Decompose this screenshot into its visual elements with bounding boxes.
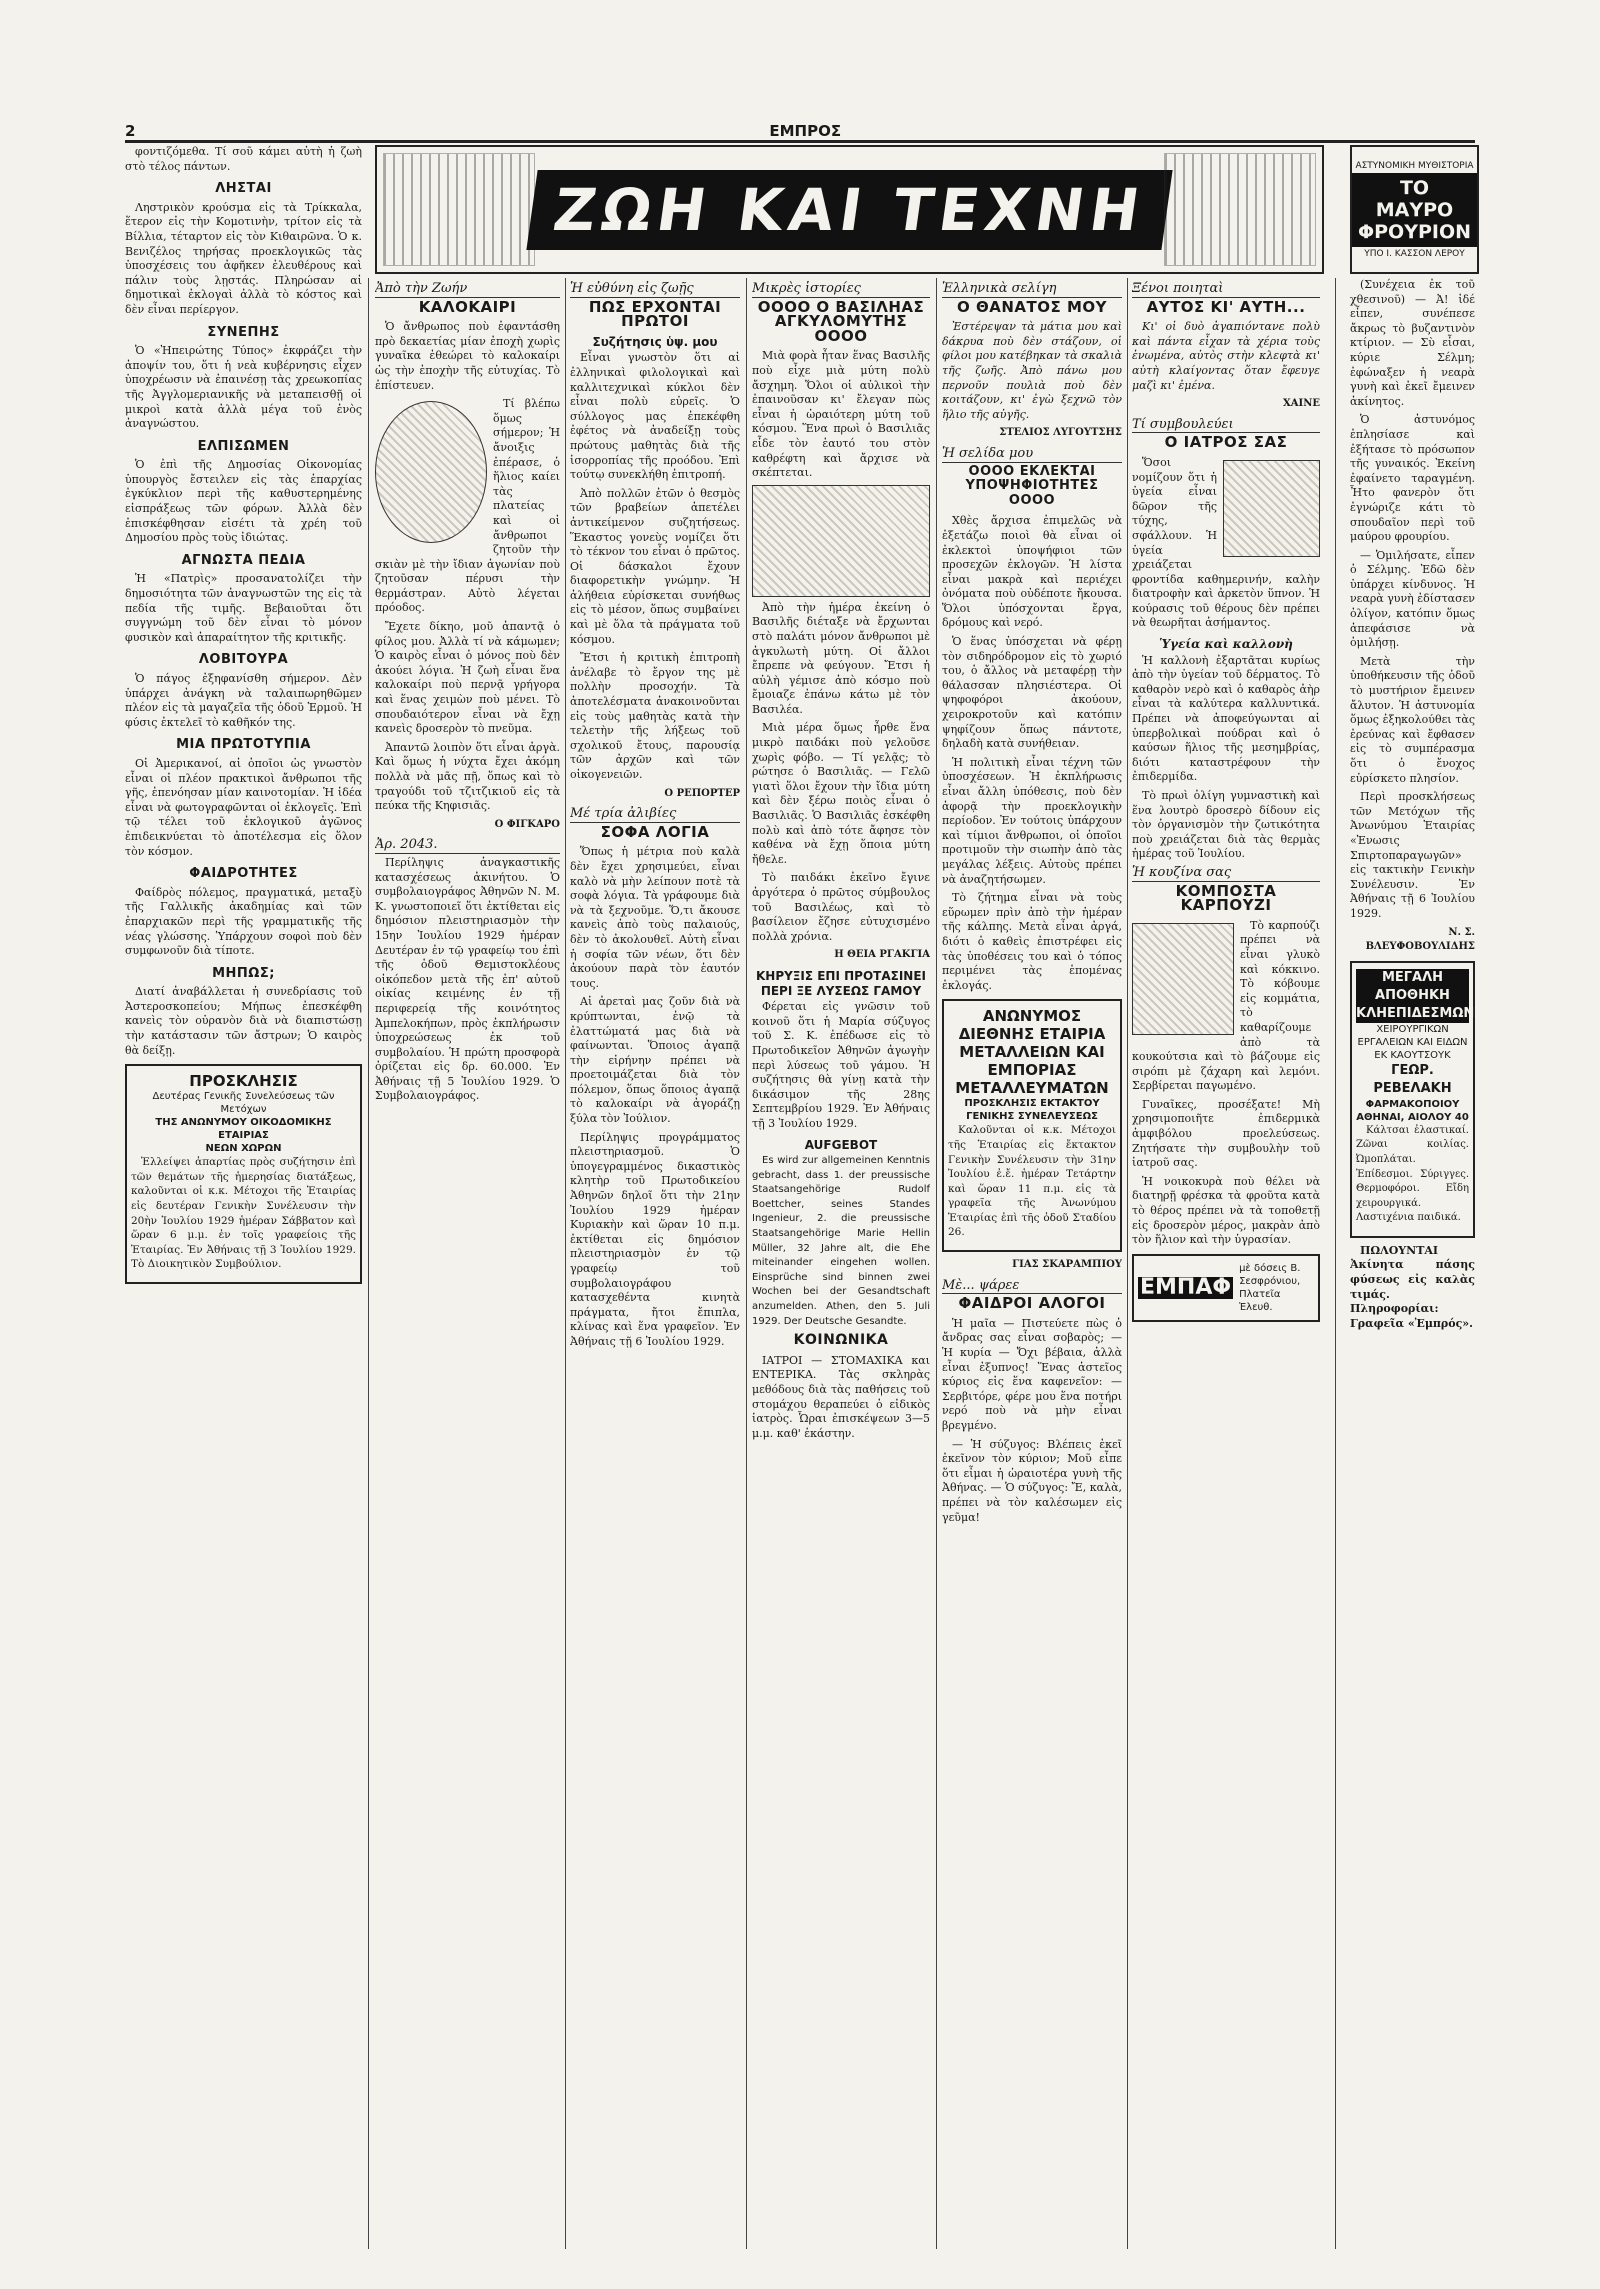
- article-headline: ΟΟΟΟ ΕΚΛΕΚΤΑΙ ΥΠΟΨΗΦΙΟΤΗΤΕΣ ΟΟΟΟ: [965, 463, 1099, 508]
- banner-right-illustration: [1164, 153, 1316, 266]
- article-headline: ΚΑΛΟΚΑΙΡΙ: [418, 297, 517, 316]
- legal-notice: Περίληψις προγράμματος πλειστηριασμοῦ. Ὁ ὑπογεγραμμένος δικαστικὸς κλητὴρ τοῦ Πρωτοδικείου Ἀθηνῶν δηλοῖ ὅτι τὴν 21ην Ἰουλίου 1929 ἡμέραν Κυριακὴν καὶ ὥραν 10 π.μ. ἐκτίθεται εἰς δημόσιον πλειστηριασμὸν ἐν τῷ γραφείῳ τοῦ συμβολαιογράφου κατασχεθέντα κινητὰ πράγματα, ἤτοι ἔπιπλα, κλίνας καὶ ἕνα γραφεῖον. Ἐν Ἀθήναις τῇ 6 Ἰουλίου 1929.: [570, 1130, 740, 1348]
- article-headline: Ο ΘΑΝΑΤΟΣ ΜΟΥ: [957, 297, 1107, 316]
- column-rule: [746, 278, 747, 2249]
- poem-signature: ΧΑΙΝΕ: [1283, 398, 1320, 410]
- article-text: Ἔχετε δίκηο, μοῦ ἀπαντᾷ ὁ φίλος μου. Ἀλλὰ τί νὰ κάμωμεν; Ὁ καιρὸς εἶναι ὁ μόνος ποὺ δὲν ἀκούει λόγια. Ἡ ζωὴ εἶναι ἕνα καλοκαίρι ποὺ περνᾷ γρήγορα καὶ ἕνας χειμὼν ποὺ μένει. Τὸ σπουδαιότερον εἶναι νὰ ἔχῃ κανεὶς δροσερὸν τὸ πνεῦμα.: [375, 620, 560, 736]
- column-intro: φοντιζόμεθα. Τί σοῦ κάμει αὐτὴ ἡ ζωὴ στὸ τέλος πάντων.: [125, 145, 362, 173]
- article-text: Τὸ παιδάκι ἐκεῖνο ἔγινε ἀργότερα ὁ πρῶτος σύμβουλος τοῦ Βασιλέως, καὶ τὸ βασίλειον ἔζησε εὐτυχισμένο πολλὰ χρόνια.: [752, 871, 930, 943]
- legal-notice: Περίληψις ἀναγκαστικῆς κατασχέσεως ἀκινήτου. Ὁ συμβολαιογράφος Ἀθηνῶν Ν. Μ. Κ. γνωστοποιεῖ ὅτι ἐκτίθεται εἰς δημόσιον πλειστηριασμὸν τὴν 15ην Ἰουλίου 1929 ἡμέραν Δευτέραν ἐν τῷ γραφείῳ του ἐπὶ τῆς ὁδοῦ Θεμιστοκλέους οἰκόπεδον μετὰ τῆς ἐπ' αὐτοῦ οἰκίας κειμένης ἐν τῇ περιφερείᾳ τῆς κοινότητος Ἀμπελοκήπων, πρὸς ἐκπλήρωσιν ὑποχρεώσεως ἐκ τοῦ συμβολαίου. Ἡ πρώτη προσφορὰ ὁρίζεται εἰς δρ. 60.000. Ἐν Ἀθήναις τῇ 5 Ἰουλίου 1929. Ὁ Συμβολαιογράφος.: [375, 855, 560, 1103]
- article-headline: ΣΟΦΑ ΛΟΓΙΑ: [600, 822, 710, 841]
- article-text: Τὸ πρωὶ ὀλίγη γυμναστικὴ καὶ ἕνα λουτρὸ δροσερὸ δίδουν εἰς τὸν ὀργανισμὸν τὴν ζωτικότητα ποὺ χρειάζεται διὰ τὰς θερμὰς ἡμέρας τοῦ Ἰουλίου.: [1132, 789, 1320, 861]
- rubric: Μέ τρία ἀλιβίες: [570, 807, 740, 823]
- serial-kind: ΑΣΤΥΝΟΜΙΚΗ ΜΥΘΙΣΤΟΡΙΑ: [1355, 160, 1474, 171]
- serial-text: Ὁ ἀστυνόμος ἐπλησίασε καὶ ἐξήτασε τὸ πρόσωπον τῆς γυναικός. Ἐκείνη ἐφαίνετο ταραγμένη. Ἦτο φανερὸν ὅτι ἐγνώριζε κάτι τὸ σπουδαῖον περὶ τοῦ μαύρου φρουρίου.: [1350, 413, 1475, 544]
- article-text: Ἡ καλλονὴ ἐξαρτᾶται κυρίως ἀπὸ τὴν ὑγείαν τοῦ δέρματος. Τὸ καθαρὸν νερὸ καὶ ὁ καθαρὸς ἀὴρ εἶναι τὰ καλύτερα καλλυντικά. Πρέπει νὰ ἀποφεύγωνται αἱ ὑπερβολικαὶ πούδραι καὶ ὁ καύσων ἥλιος τῆς μεσημβρίας, διότι καταστρέφουν τὴν ἐπιδερμίδα.: [1132, 653, 1320, 784]
- column-4: [752, 278, 930, 2249]
- section-title: ΜΙΑ ΠΡΩΤΟΤΥΠΙΑ: [176, 737, 311, 753]
- yawning-woman-illustration: [1132, 923, 1234, 1035]
- bottom-advert-text: μὲ δόσεις Β. Σεσφρόνιου, Πλατεῖα Ἑλευθ.: [1239, 1262, 1301, 1313]
- rubric: Τί συμβουλεύει: [1132, 418, 1320, 434]
- notice-number: Ἀρ. 2043.: [375, 838, 560, 854]
- company-ad-title: ΑΝΩΝΥΜΟΣ ΔΙΕΘΝΗΣ ΕΤΑΙΡΙΑ ΜΕΤΑΛΛΕΙΩΝ ΚΑΙ ΕΜΠΟΡΙΑΣ ΜΕΤΑΛΛΕΥΜΑΤΩΝ: [955, 1007, 1109, 1098]
- article-text: — Ἡ σύζυγος: Βλέπεις ἐκεῖ ἐκεῖνον τὸν κύριον; Μοῦ εἶπε ὅτι εἶμαι ἡ ὡραιοτέρα γυνὴ τῆς Ἀθήνας. — Ὁ σύζυγος: Ἔ, καλὰ, πρέπει νὰ τὸν καλέσωμεν εἰς γεῦμα!: [942, 1437, 1122, 1524]
- company-ad-text: Καλοῦνται οἱ κ.κ. Μέτοχοι τῆς Ἑταιρίας εἰς ἔκτακτον Γενικὴν Συνέλευσιν τὴν 31ην Ἰουλίου ἐ.ἔ. ἡμέραν Τετάρτην καὶ ὥραν 11 π.μ. εἰς τὰ γραφεῖα τῆς Ἀνωνύμου Ἑταιρίας ἐπὶ τῆς ὁδοῦ Σταδίου 26.: [948, 1124, 1116, 1239]
- serial-text: Μετὰ τὴν ὑποθήκευσιν τῆς ὁδοῦ τὸ μυστήριον ἔμεινεν ἄλυτον. Ἡ ἀστυνομία ὅμως ἐξηκολούθει τὰς ἐρεύνας καὶ ἔφθασεν εἰς τὸ συμπέρασμα ὅτι ὁ ἔνοχος εὑρίσκετο πλησίον.: [1350, 654, 1475, 785]
- rubric: Ἡ σελίδα μου: [942, 447, 1122, 463]
- serial-text: (Συνέχεια ἐκ τοῦ χθεσινοῦ) — Ἀ! ἰδέ εἶπεν, συνέπεσε ἄκρως τὸ βυζαντινὸν κτίριον. — Σὺ εἶσαι, κύριε Σέλμη; ἐφώναξεν ἡ νεαρὰ γυνὴ καὶ ἐκεῖ ἔμεινεν ἀκίνητος.: [1350, 278, 1475, 408]
- bottom-advert: [1132, 1254, 1320, 1322]
- company-ad-subtitle: ΠΡΟΣΚΛΗΣΙΣ ΕΚΤΑΚΤΟΥ ΓΕΝΙΚΗΣ ΣΥΝΕΛΕΥΣΕΩΣ: [964, 1098, 1100, 1123]
- article-text: Γυναῖκες, προσέξατε! Μὴ χρησιμοποιῆτε ἐπιδερμικὰ ἀμφιβόλου προελεύσεως. Ζητήσατε τὴν συμβουλὴν τοῦ ἰατροῦ σας.: [1132, 1097, 1320, 1170]
- article-text: Ἡ νοικοκυρὰ ποὺ θέλει νὰ διατηρῇ φρέσκα τὰ φροῦτα κατὰ τὸ θέρος πρέπει νὰ τὰ τοποθετῇ εἰς δροσερὸν μέρος, μακρὰν ἀπὸ τὸν ἥλιον καὶ τὴν ὑγρασίαν.: [1132, 1174, 1320, 1247]
- section-text: Φαίδρὸς πόλεμος, πραγματικά, μεταξὺ τῆς Γαλλικῆς ἀκαδημίας καὶ τῶν ἐπαρχιακῶν περὶ τῆς γραμματικῆς τῆς νέας γλώσσης. Ὑπάρχουν σοφοὶ ποὺ δὲν συμφωνοῦν διὰ τίποτε.: [125, 885, 362, 958]
- section-title: ΛΟΒΙΤΟΥΡΑ: [198, 652, 289, 668]
- page-number: 2: [125, 122, 136, 140]
- column-7: [1350, 278, 1475, 2249]
- column-3: [570, 278, 740, 2249]
- article-text: Ἡ πολιτικὴ εἶναι τέχνη τῶν ὑποσχέσεων. Ἡ ἐκπλήρωσις εἶναι ἄλλη ὑπόθεσις, ποὺ δὲν ἀφορᾷ τὴν προεκλογικὴν περίοδον. Ἐν τούτοις ὑπάρχουν καὶ τίμιοι ἄνθρωποι, οἱ ὁποῖοι προτιμοῦν τὴν σιωπὴν ἀπὸ τὰς μεγάλας λέξεις. Αὐτοὺς πρέπει νὰ ἀναζητήσωμεν.: [942, 755, 1122, 886]
- page-header: [125, 118, 1475, 143]
- german-notice-title: AUFGEBOT: [804, 1137, 878, 1152]
- article-headline: Ο ΙΑΤΡΟΣ ΣΑΣ: [1164, 433, 1288, 452]
- column-rule: [936, 278, 937, 2249]
- article-headline: ΠΩΣ ΕΡΧΟΝΤΑΙ ΠΡΩΤΟΙ: [588, 297, 722, 331]
- section-text: Ὁ πάγος ἐξηφανίσθη σήμερον. Δὲν ὑπάρχει ἀνάγκη νὰ ταλαιπωρηθῶμεν πλέον εἰς τὰ μαγαζεῖα τῆς ὁδοῦ Ἑρμοῦ. Ἡ φύσις ἐκτελεῖ τὸ καθῆκόν της.: [125, 672, 362, 729]
- article-text: Τὸ ζήτημα εἶναι νὰ τοὺς εὕρωμεν πρὶν ἀπὸ τὴν ἡμέραν τῆς κάλπης. Μετὰ εἶναι ἀργά, διότι ὁ καθεὶς ἐπιστρέφει εἰς τὰς ὑποθέσεις του καὶ ὁ τόπος περιμένει τὰς ἑπομένας ἐκλογάς.: [942, 891, 1122, 992]
- german-notice-text: Es wird zur allgemeinen Kenntnis gebracht, dass 1. der preussische Staatsangehörige Rudolf Boettcher, seines Standes Ingenieur, 2. die preussische Staatsangehörige Marie Hellin Müller, 32 Jahre alt, die Ehe miteinander eingehen wollen. Einsprüche sind binnen zwei Wochen bei der Gesandtschaft anzumelden. Athen, den 5. Juli 1929. Der Deutsche Gesandte.: [752, 1155, 930, 1327]
- rubric: Μὲ... ψάρεε: [942, 1279, 1122, 1295]
- legal-notice: Φέρεται εἰς γνῶσιν τοῦ κοινοῦ ὅτι ἡ Μαρία σύζυγος τοῦ Σ. Κ. ἐπέδωσε εἰς τὸ Πρωτοδικεῖον Ἀθηνῶν ἀγωγὴν περὶ λύσεως τοῦ γάμου. Ἡ συζήτησις θὰ γίνῃ κατὰ τὴν δικάσιμον τῆς 28ης Σεπτεμβρίου 1929. Ἐν Ἀθήναις τῇ 3 Ἰουλίου 1929.: [752, 1000, 930, 1130]
- article-text: Αἱ ἀρεταὶ μας ζοῦν διὰ νὰ κρύπτωνται, ἐνῷ τὰ ἐλαττώματά μας διὰ νὰ φαίνωνται. Ὅποιος ἀγαπᾷ τὴν εἰρήνην πρέπει νὰ προετοιμάζεται διὰ τὸν πόλεμον, ὅπως ὅποιος ἀγαπᾷ τὸ καλοκαίρι νὰ ἀγοράζῃ ξύλα τὸν Ἰούλιον.: [570, 995, 740, 1126]
- section-text: Ἡ «Πατρὶς» προσανατολίζει τὴν δημοσιότητα τῶν ἀναγνωστῶν της εἰς τὰ πεδία τῆς τιμῆς. Βεβαιοῦται ὅτι συγγνώμη τοῦ δὲν εἶναι τὸ μόνον φυσικὸν καὶ ἀπαραίτητον τῆς κριτικῆς.: [125, 572, 362, 644]
- rubric: Ἡ εὐθύνη εἰς ζωῇς: [570, 282, 740, 298]
- classified-ad: ΠΩΛΟΥΝΤΑΙ Ἀκίνητα πάσης φύσεως εἰς καλὰς τιμάς. Πληροφορίαι: Γραφεῖα «Ἐμπρός».: [1350, 1243, 1475, 1330]
- article-text: Ὅπως ἡ μέτρια ποὺ καλὰ δὲν ἔχει χρησιμεύει, εἶναι καλὸ νὰ μὴν λείπουν ποτὲ τὰ σοφὰ λόγια. Τὰ γράφουμε διὰ νὰ τὰ ξεχνοῦμε. Ὅ,τι ἄκουσε κανεὶς ἀπὸ τοὺς παλαιούς, δὲν τὸ ἀκολουθεῖ. Αὐτὴ εἶναι ἡ σοφία τῶν νέων, ὅτι δὲν ἀκούουν παρὰ τὸν ἑαυτόν τους.: [570, 845, 740, 990]
- article-text: Ἀπαντῶ λοιπὸν ὅτι εἶναι ἀργὰ. Καὶ ὅμως ἡ νύχτα ἔχει ἀκόμη πολλὰ νὰ μᾶς πῇ, ὅπως καὶ τὸ τραγούδι τοῦ τζιτζικιοῦ εἰς τὰ πεύκα τῆς Κηφισιᾶς.: [375, 740, 560, 813]
- article-signature: Η ΘΕΙΑ ΡΓΑΚΓΙΑ: [834, 949, 930, 961]
- pharmacy-ad-address: ΦΑΡΜΑΚΟΠΟΙΟΥ ΑΘΗΝΑΙ, ΑΙΟΛΟΥ 40: [1356, 1098, 1469, 1123]
- section-title: ΦΑΙΔΡΟΤΗΤΕΣ: [189, 866, 298, 882]
- doctor-illustration: [1223, 460, 1320, 557]
- poem-signature: ΣΤΕΛΙΟΣ ΛΥΓΟΥΤΣΗΣ: [999, 427, 1122, 439]
- poem-text: Ἐστέρεψαν τὰ μάτια μου καὶ δάκρυα ποὺ δὲν στάζουν, οἱ φίλοι μου κατέβηκαν τὰ σκαλιὰ τῆς ζωῆς. Ἀπὸ πάνω μου περνοῦν πουλιὰ ποὺ δὲν κοιτάζουν, κι' ἐγὼ ξεχνῶ τὸν ἥλιο τῆς αὐγῆς.: [942, 320, 1122, 421]
- section-text: Ὁ ἐπὶ τῆς Δημοσίας Οἰκονομίας ὑπουργὸς ἔστειλεν εἰς τὰς ἐπαρχίας ἐγκύκλιον περὶ τῆς καθυστερημένης εἰσπράξεως τῶν φόρων. Ἀλλὰ δὲν ἐπισκέφθησαν εἰσέτι τὰ χρέη τοῦ Δημοσίου πρὸς τοὺς ἰδιώτας.: [125, 458, 362, 545]
- pharmacy-ad-name: ΓΕΩΡ. ΡΕΒΕΛΑΚΗ: [1373, 1062, 1452, 1096]
- rubric: Ξένοι ποιηταὶ: [1132, 282, 1320, 298]
- section-text: Οἱ Ἀμερικανοί, αἱ ὁποῖοι ὡς γνωστὸν εἶναι οἱ πλέον πρακτικοὶ ἄνθρωποι τῆς γῆς, ἐπενόησαν μίαν καινοτομίαν. Ἡ ἰδέα εἶναι νὰ φωτογραφῶνται οἱ ἐκλογεῖς. Ἐπὶ τῷ τέλει τοῦ ἐκλογικοῦ ἀγῶνος ἐπιδεικνύεται τὸ ἀποτέλεσμα εἰς ὅλον τὸν κόσμον.: [125, 756, 362, 858]
- notice-title: ΠΡΟΣΚΛΗΣΙΣ: [189, 1072, 298, 1091]
- rubric: Ἀπὸ τὴν Ζωήν: [375, 282, 560, 298]
- story-illustration: [752, 485, 930, 597]
- notice-subtitle: ΤΗΣ ΑΝΩΝΥΜΟΥ ΟΙΚΟΔΟΜΙΚΗΣ ΕΤΑΙΡΙΑΣ: [155, 1117, 332, 1142]
- article-text: Τί βλέπω ὅμως σήμερον; Ἡ ἄνοιξις ἐπέρασε, ὁ ἥλιος καίει τὰς πλατείας καὶ οἱ ἄνθρωποι ζητοῦν τὴν σκιὰν μὲ τὴν ἴδιαν ἀγωνίαν ποὺ ζητοῦσαν πέρυσι τὴν θερμάστραν. Αὐτὸ λέγεται πρόοδος.: [375, 397, 560, 615]
- article-text: Χθὲς ἄρχισα ἐπιμελῶς νὰ ἐξετάζω ποιοὶ θὰ εἶναι οἱ ἐκλεκτοὶ ὑποψήφιοι τῶν προσεχῶν ἐκλογῶν. Ἡ λίστα εἶναι μακρὰ καὶ περιέχει ὀνόματα ποὺ οὐδέποτε ἤκουσα. Ὅλοι ὑπόσχονται ἔργα, δρόμους καὶ νερό.: [942, 514, 1122, 630]
- column-rule: [368, 278, 369, 2249]
- article-text: Εἶναι γνωστὸν ὅτι αἱ ἐλληνικαὶ φιλολογικαὶ καὶ καλλιτεχνικαὶ κύκλοι δὲν εἶναι πολὺ εὐρεῖς. Ὁ σύλλογος μας ἐπεκέφθη ἐφέτος νὰ ἀναδείξῃ τοὺς πρώτους μαθητὰς διὰ τῆς ἰσορροπίας τῆς προόδου. Ἐπὶ τούτῳ συνεκλήθη ἐπιτροπή.: [570, 351, 740, 482]
- company-ad: [942, 999, 1122, 1252]
- article-signature: ΓΙΑΣ ΣΚΑΡΑΜΠΙΟΥ: [1012, 1259, 1122, 1271]
- notice-text: Ἐλλείψει ἀπαρτίας πρὸς συζήτησιν ἐπὶ τῶν θεμάτων τῆς ἡμερησίας διατάξεως, καλοῦνται οἱ κ.κ. Μέτοχοι τῆς Ἑταιρίας εἰς δευτέραν Γενικὴν Συνέλευσιν τὴν 20ὴν Ἰουλίου 1929 ἡμέραν Σάββατον καὶ ὥραν 6 μ.μ. ἐν τοῖς γραφείοις τῆς Ἑταιρίας. Ἐν Ἀθήναις τῇ 3 Ἰουλίου 1929. Τὸ Διοικητικὸν Συμβούλιον.: [131, 1156, 356, 1271]
- serial-text: — Ὁμιλήσατε, εἶπεν ὁ Σέλμης. Ἐδῶ δὲν ὑπάρχει κίνδυνος. Ἡ νεαρὰ γυνὴ ἐδίστασεν ὀλίγον, κατόπιν ὅμως ἀπεφάσισε νὰ ὁμιλήσῃ.: [1350, 548, 1475, 650]
- legal-notice-title: ΚΗΡΥΞΙΣ ΕΠΙ ΠΡΟΤΑΣΙΝΕΙ ΠΕΡΙ ΞΕ ΛΥΣΕΩΣ ΓΑΜΟΥ: [755, 968, 926, 998]
- notice-box: [125, 1064, 362, 1284]
- pharmacy-ad-text: Κάλτσαι ἐλαστικαί. Ζῶναι κοιλίας. Ὠμοπλάται. Ἐπίδεσμοι. Σύριγγες. Θερμοφόροι. Εἴδη χειρουργικά. Λαστιχένια παιδικά.: [1356, 1124, 1469, 1224]
- article-text: Μιὰ μέρα ὅμως ἦρθε ἕνα μικρὸ παιδάκι ποὺ γελοῦσε χωρὶς φόβο. — Τί γελᾷς; τὸ ρώτησε ὁ Βασιλιᾶς. — Γελῶ γιατὶ ὅλοι ἔχουν τὴν ἴδια μύτη καὶ δὲν ξέρω ποιὸς εἶναι ὁ Βασιλιᾶς. Ὁ Βασιλιᾶς ἐσκέφθη πολὺ καὶ ἀπὸ τότε ἄφησε τὸν καθένα νὰ ἔχῃ ὅποια μύτη ἤθελε.: [752, 721, 930, 866]
- rubric: Ἑλληνικὰ σελίγη: [942, 282, 1122, 298]
- bottom-advert-title: ΕΜΠΑΦ: [1140, 1274, 1232, 1300]
- column-2: [375, 278, 560, 2249]
- column-5: [942, 278, 1122, 2249]
- rubric: Μικρὲς ἱστορίες: [752, 282, 930, 298]
- article-text: Ὅσοι νομίζουν ὅτι ἡ ὑγεία εἶναι δῶρον τῆς τύχης, σφάλλουν. Ἡ ὑγεία χρειάζεται φροντίδα καθημερινήν, καλὴν διατροφὴν καὶ ἀρκετὸν ὕπνον. Ἡ κούρασις τοῦ θέρους δὲν πρέπει νὰ θεωρῆται ἀσήμαντος.: [1132, 455, 1320, 630]
- section-title: ΑΓΝΩΣΤΑ ΠΕΔΙΑ: [181, 552, 306, 568]
- section-title: ΛΗΣΤΑΙ: [215, 181, 272, 197]
- poem-text: Κι' οἱ δυὸ ἀγαπιόντανε πολὺ καὶ πάντα εἶχαν τὰ χέρια τοὺς ἑνωμένα, αὐτὸς στὴν κλεφτὰ κι' αὐτὴ κλαίγοντας ὅταν ἔφευγε μαζὶ κι' ἐμένα.: [1132, 320, 1320, 392]
- column-rule: [565, 278, 566, 2249]
- serial-title: ΤΟ ΜΑΥΡΟ ΦΡΟΥΡΙΟΝ: [1352, 173, 1477, 247]
- article-text: Ἔτσι ἡ κριτικὴ ἐπιτροπὴ ἀνέλαβε τὸ ἔργον της μὲ πολλὴν προσοχήν. Τὰ ἀποτελέσματα ἀνακοινοῦνται εἰς τοὺς μαθητὰς κατὰ τὴν τελετὴν τῆς λήξεως τοῦ σχολικοῦ ἔτους, παρουσίᾳ τῶν ἀρχῶν καὶ τῶν οἰκογενειῶν.: [570, 651, 740, 781]
- article-subhead: Συζήτησις ὑψ. μου: [592, 334, 718, 349]
- pharmacy-ad-subtitle: ΧΕΙΡΟΥΡΓΙΚΩΝ ΕΡΓΑΛΕΙΩΝ ΚΑΙ ΕΙΔΩΝ ΕΚ ΚΑΟΥΤΣΟΥΚ: [1357, 1023, 1468, 1061]
- german-notice: [752, 1154, 930, 1329]
- section-text: Διατί ἀναβάλλεται ἡ συνεδρίασις τοῦ Ἀστεροσκοπείου; Μήπως ἐπεσκέφθη κανεὶς τὸν οὐρανὸν διὰ νὰ διαπιστώσῃ τὴν κατάστασιν τῶν ἄστρων; Ὁ καιρὸς θὰ δείξῃ.: [125, 985, 362, 1057]
- article-text: Τὸ καρπούζι πρέπει νὰ εἶναι γλυκὸ καὶ κόκκινο. Τὸ κόβουμε εἰς κομμάτια, τὸ καθαρίζουμε ἀπὸ τὰ κουκούτσια καὶ τὸ βάζουμε εἰς σιρόπι μὲ ζάχαρη καὶ λεμόνι. Σερβίρεται παγωμένο.: [1132, 918, 1320, 1093]
- banner-title: ΖΩΗ ΚΑΙ ΤΕΧΝΗ: [527, 170, 1173, 250]
- section-text: Ληστρικὸν κρούσμα εἰς τὰ Τρίκκαλα, ἕτερον εἰς τὴν Κομοτινὴν, τρίτον εἰς τὰ Βίλλια, τέταρτον εἰς τὸν Κιθαιρῶνα. Ὁ κ. Βενιζέλος τηρήσας προεκλογικῶς τὰς ὑποσχέσεις του ἀφῆκεν ἐλευθέρους καὶ πάλιν τοὺς λῃστάς. Πληρώσαν αἱ δημοτικαὶ ἐκλογαὶ ἀλλὰ τὸ κόστος καὶ δὲν εἶναι περίεργον.: [125, 200, 362, 316]
- masthead: ΕΜΠΡΟΣ: [769, 122, 842, 140]
- social-text: ΙΑΤΡΟΙ — ΣΤΟΜΑΧΙΚΑ και ΕΝΤΕΡΙΚΑ. Τὰς σκληρὰς μεθόδους διὰ τὰς παθήσεις τοῦ στομάχου θεραπεύει ὁ εἰδικὸς ἰατρὸς. Ὧραι ἐπισκέψεων 3—5 μ.μ. καθ' ἑκάστην.: [752, 1353, 930, 1440]
- column-rule: [1127, 278, 1128, 2249]
- article-signature: Ο ΡΕΠΟΡΤΕΡ: [664, 787, 740, 799]
- article-headline: ΦΑΙΔΡΟΙ ΑΛΟΓΟΙ: [958, 1294, 1106, 1313]
- notice-signature: Ν. Σ. ΒΛΕΥΦΟΒΟΥΛΙΔΗΣ: [1365, 926, 1475, 953]
- article-text: Μιὰ φορὰ ἦταν ἕνας Βασιλῆς ποὺ εἶχε μιὰ μύτη πολὺ ἄσχημη. Ὅλοι οἱ αὐλικοὶ τὴν ἐπαινοῦσαν κι' ἔλεγαν πὼς εἶναι ἡ ὡραιότερη μύτη τοῦ κόσμου. Ἕνα πρωὶ ὁ Βασιλιᾶς εἶδε τὸν ἑαυτό του στὸν καθρέφτη καὶ ἄρχισε νὰ σκέπτεται.: [752, 349, 930, 480]
- pharmacy-ad: [1350, 961, 1475, 1238]
- article-subhead: Ὑγεία καὶ καλλονὴ: [1159, 637, 1293, 652]
- article-text: Ἀπὸ πολλῶν ἐτῶν ὁ θεσμὸς τῶν βραβείων ἀπετέλει ἀντικείμενον συζητήσεως. Ἕκαστος γονεὺς νομίζει ὅτι τὸ τέκνον του εἶναι ὁ πρῶτος. Οἱ δάσκαλοι ἔχουν διαφορετικὴν γνώμην. Ἡ ἀλήθεια εὑρίσκεται συνήθως εἰς τὸ μέσον, ὅπως συμβαίνει καὶ μὲ ὅλα τὰ πράγματα τοῦ κόσμου.: [570, 486, 740, 646]
- notice-subtitle: ΝΕΩΝ ΧΩΡΩΝ: [205, 1143, 282, 1155]
- column-6: [1132, 278, 1320, 2249]
- column-rule: [1335, 278, 1336, 2249]
- article-text: Ἡ μαῖα — Πιστεύετε πὼς ὁ ἄνδρας σας εἶναι σοβαρὸς; — Ἡ κυρία — Ὄχι βέβαια, ἀλλὰ εἶναι ἐξυπνος! Ἕνας ἀστεῖος κύριος εἰς ἕνα καφενεῖον: — Σερβιτόρε, φέρε μου ἕνα ποτήρι νερό ποὺ νὰ μὴν εἶναι βρεγμένο.: [942, 1316, 1122, 1432]
- notice-subtitle: Δευτέρας Γενικῆς Συνελεύσεως τῶν Μετόχων: [152, 1091, 335, 1116]
- article-headline: ΑΥΤΟΣ ΚΙ' ΑΥΤΗ...: [1146, 297, 1306, 316]
- serial-novel-header: [1350, 145, 1479, 274]
- section-text: Ὁ «Ἠπειρώτης Τύπος» ἐκφράζει τὴν ἀποψίν του, ὅτι ἡ νεὰ κυβέρνησις εἶχεν ὑποχρέωσιν νὰ ἐπαινέσῃ τὰς χρεωκοπίας τῆς Ἀγγλομεριανικῆς νὰ μεταπεισθῇ οἱ μικροὶ κατὰ ἀλλὰ μέγα τοῦ ἐνὸς ἀναγνώστου.: [125, 344, 362, 431]
- social-section-title: ΚΟΙΝΩΝΙΚΑ: [793, 1332, 889, 1349]
- section-title: ΣΥΝΕΠΗΣ: [207, 324, 280, 340]
- article-text: Ἀπὸ τὴν ἡμέρα ἐκείνη ὁ Βασιλῆς διέταξε νὰ ἔρχωνται στὸ παλάτι μόνον ἄνθρωποι μὲ ἀγκυλωτὴ μύτη. Οἱ ἄλλοι ἔπρεπε νὰ φεύγουν. Ἔτσι ἡ αὐλὴ γέμισε ἀπὸ κόσμο ποὺ ἔμοιαζε ἐπάνω κάτω μὲ τὸν Βασιλέα.: [752, 600, 930, 716]
- caricature-illustration: [375, 401, 487, 543]
- article-headline: ΟΟΟΟ Ο ΒΑΣΙΛΗΑΣ ΑΓΚΥΛΟΜΥΤΗΣ ΟΟΟΟ: [757, 297, 925, 345]
- section-banner: [375, 145, 1324, 274]
- banner-left-illustration: [383, 153, 535, 266]
- section-title: ΜΗΠΩΣ;: [212, 965, 275, 981]
- article-signature: Ο ΦΙΓΚΑΡΟ: [494, 818, 560, 830]
- pharmacy-ad-title: ΜΕΓΑΛΗ ΑΠΟΘΗΚΗ ΚΛΗΕΠΙΔΕΣΜΩΝ: [1356, 969, 1475, 1021]
- section-title: ΕΛΠΙΣΩΜΕΝ: [197, 438, 290, 454]
- rubric: Ἡ κουζίνα σας: [1132, 866, 1320, 882]
- article-headline: ΚΟΜΠΟΣΤΑ ΚΑΡΠΟΥΖΙ: [1175, 881, 1277, 915]
- notice-text: Περὶ προσκλήσεως τῶν Μετόχων τῆς Ἀνωνύμου Ἑταιρίας «Ἑνωσις Σπιρτοπαραγωγῶν» εἰς τακτικὴν Γενικὴν Συνέλευσιν. Ἐν Ἀθήναις τῇ 6 Ἰουλίου 1929.: [1350, 790, 1475, 920]
- article-text: Ὁ ἕνας ὑπόσχεται νὰ φέρῃ τὸν σιδηρόδρομον εἰς τὸ χωριό του, ὁ ἄλλος νὰ μεταφέρῃ τὴν θάλασσαν πλησιέστερα. Οἱ ψηφοφόροι ἀκούουν, χειροκροτοῦν καὶ κατόπιν ψηφίζουν ὅπως πάντοτε, δηλαδὴ κατὰ συνήθειαν.: [942, 635, 1122, 751]
- serial-author: ΥΠΟ Ι. ΚΑΣΣΟΝ ΛΕΡΟΥ: [1364, 248, 1465, 259]
- column-1: [125, 145, 362, 2249]
- article-lede: Ὁ ἄνθρωπος ποὺ ἐφαντάσθη πρὸ δεκαετίας μίαν ἐποχὴ χωρὶς γυναῖκα ἐθεώρει τὸ καλοκαίρι ὡς τὴν ἐποχὴν τῆς εὐτυχίας. Τὸ ἐπίστευεν.: [375, 320, 560, 392]
